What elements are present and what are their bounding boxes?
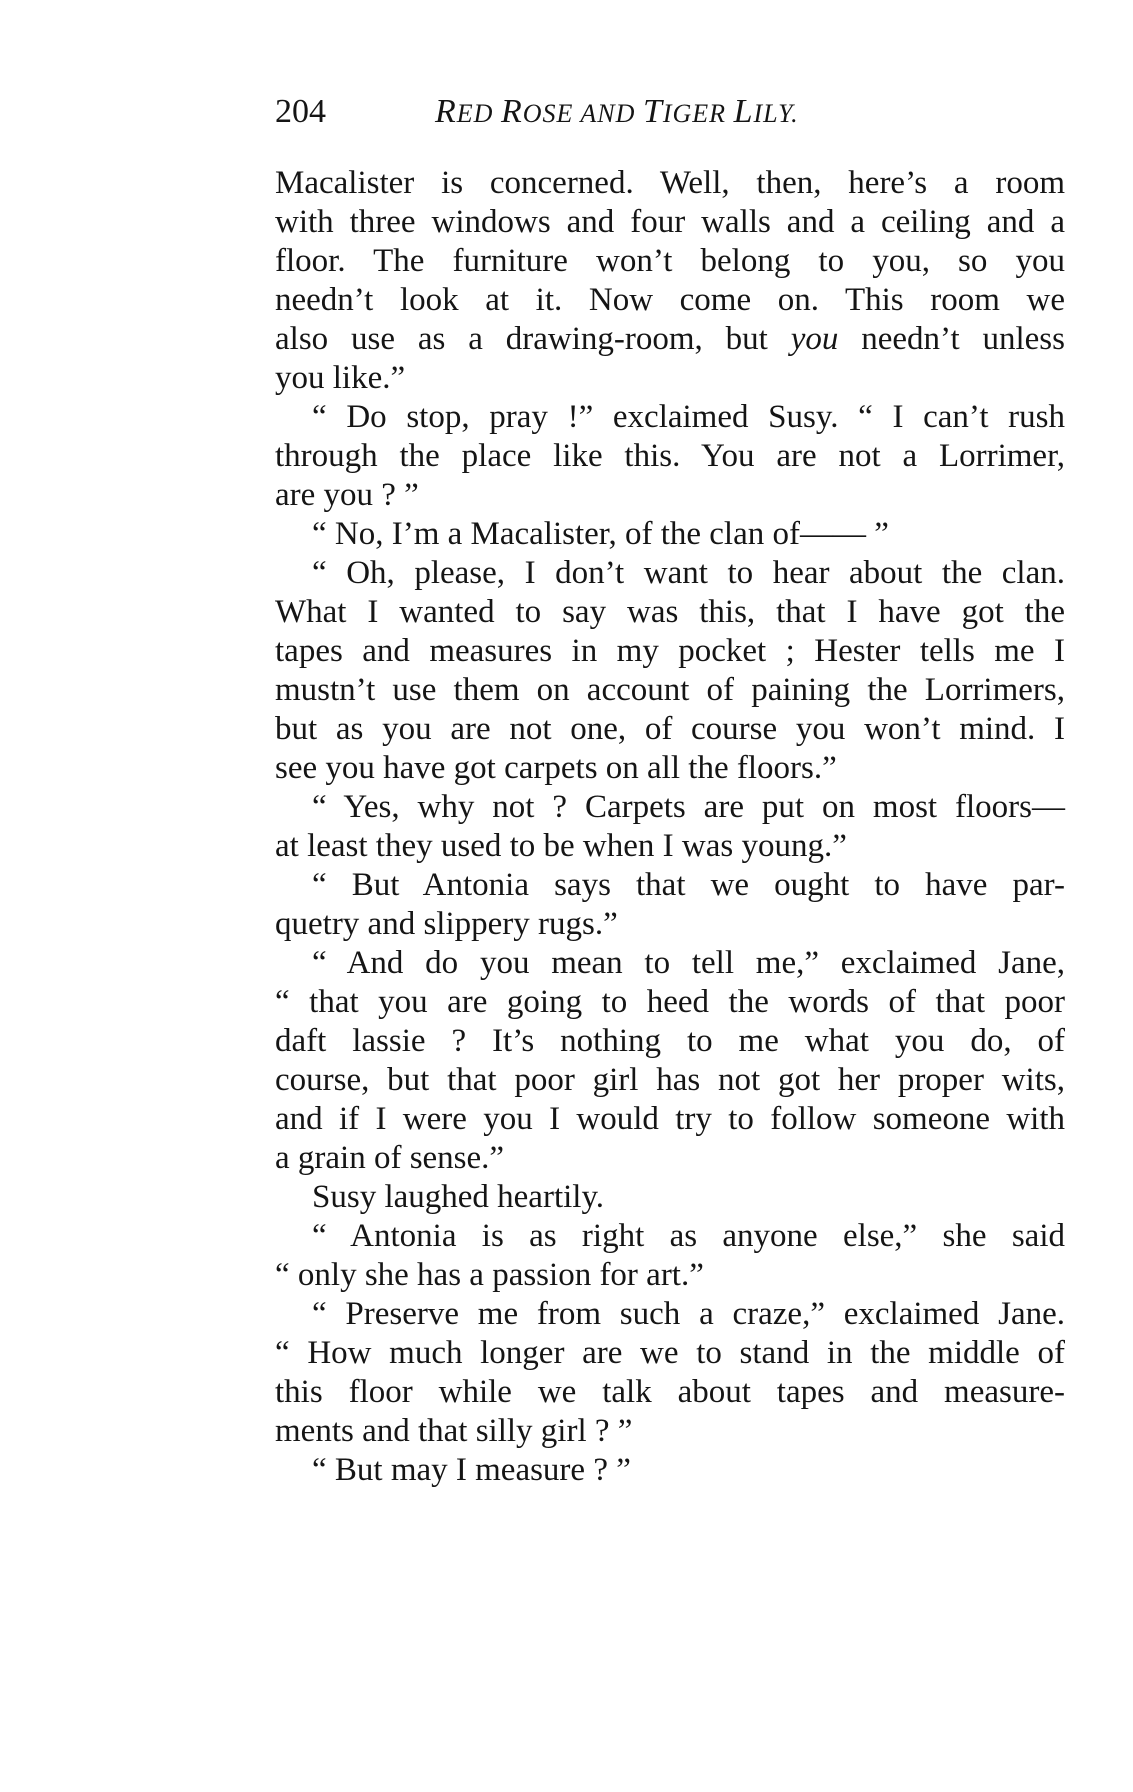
text-line: see you have got carpets on all the floors.” bbox=[275, 750, 837, 786]
text-line: “ How much longer are we to stand in the middle of bbox=[275, 1335, 1065, 1371]
text-line: through the place like this. You are not a Lorrimer, bbox=[275, 438, 1065, 474]
text-line: Macalister is concerned. Well, then, here’s a room bbox=[275, 165, 1065, 201]
text-line: “ And do you mean to tell me,” exclaimed Jane, bbox=[312, 945, 1065, 981]
running-title-part: ED bbox=[456, 99, 501, 128]
text-line: a grain of sense.” bbox=[275, 1140, 505, 1176]
text-line: are you ? ” bbox=[275, 477, 419, 513]
text-line: “ Antonia is as right as anyone else,” she said bbox=[312, 1218, 1065, 1254]
running-title-part: L bbox=[733, 93, 754, 130]
text-body bbox=[275, 164, 1065, 1490]
text-line-segment: also use as a drawing-room, but bbox=[275, 321, 791, 357]
text-line: needn’t look at it. Now come on. This room we bbox=[275, 282, 1065, 318]
text-line-segment: needn’t unless bbox=[838, 321, 1065, 357]
running-title-part: IGER bbox=[662, 99, 734, 128]
text-line: mustn’t use them on account of paining the Lorrimers, bbox=[275, 672, 1065, 708]
running-title-part: R bbox=[435, 93, 457, 130]
text-line: course, but that poor girl has not got her proper wits, bbox=[275, 1062, 1065, 1098]
text-line: ments and that silly girl ? ” bbox=[275, 1413, 633, 1449]
text-line: “ Oh, please, I don’t want to hear about the clan. bbox=[312, 555, 1065, 591]
text-line bbox=[275, 320, 1065, 359]
text-line: quetry and slippery rugs.” bbox=[275, 906, 618, 942]
text-line: tapes and measures in my pocket ; Hester tells me I bbox=[275, 633, 1065, 669]
text-line: What I wanted to say was this, that I have got the bbox=[275, 594, 1065, 630]
running-head bbox=[275, 92, 1075, 132]
text-line: “ Preserve me from such a craze,” exclaimed Jane. bbox=[312, 1296, 1065, 1332]
running-title-part: ILY. bbox=[753, 99, 799, 128]
text-line: “ only she has a passion for art.” bbox=[275, 1257, 704, 1293]
text-line: this floor while we talk about tapes and measure- bbox=[275, 1374, 1065, 1410]
text-line: with three windows and four walls and a ceiling and a bbox=[275, 204, 1065, 240]
text-line: but as you are not one, of course you won’t mind. I bbox=[275, 711, 1065, 747]
text-line: daft lassie ? It’s nothing to me what you do, of bbox=[275, 1023, 1065, 1059]
running-title bbox=[435, 92, 799, 134]
text-line: you like.” bbox=[275, 360, 406, 396]
running-title-part: OSE AND bbox=[522, 99, 643, 128]
running-title-part: T bbox=[642, 93, 663, 130]
running-title-part: R bbox=[500, 93, 523, 130]
text-line: “ Do stop, pray !” exclaimed Susy. “ I can’t rush bbox=[312, 399, 1065, 435]
text-line: at least they used to be when I was young.” bbox=[275, 828, 847, 864]
emphasized-word: you bbox=[790, 321, 839, 357]
text-line: “ No, I’m a Macalister, of the clan of—— ” bbox=[312, 516, 889, 552]
text-line: “ that you are going to heed the words of that poor bbox=[275, 984, 1065, 1020]
text-line: “ But may I measure ? ” bbox=[312, 1452, 631, 1488]
text-line: Susy laughed heartily. bbox=[312, 1179, 605, 1215]
text-line: and if I were you I would try to follow someone with bbox=[275, 1101, 1065, 1137]
text-line: “ But Antonia says that we ought to have par- bbox=[312, 867, 1065, 903]
text-line: “ Yes, why not ? Carpets are put on most floors— bbox=[312, 789, 1065, 825]
text-line: floor. The furniture won’t belong to you, so you bbox=[275, 243, 1065, 279]
page-number: 204 bbox=[275, 93, 326, 130]
